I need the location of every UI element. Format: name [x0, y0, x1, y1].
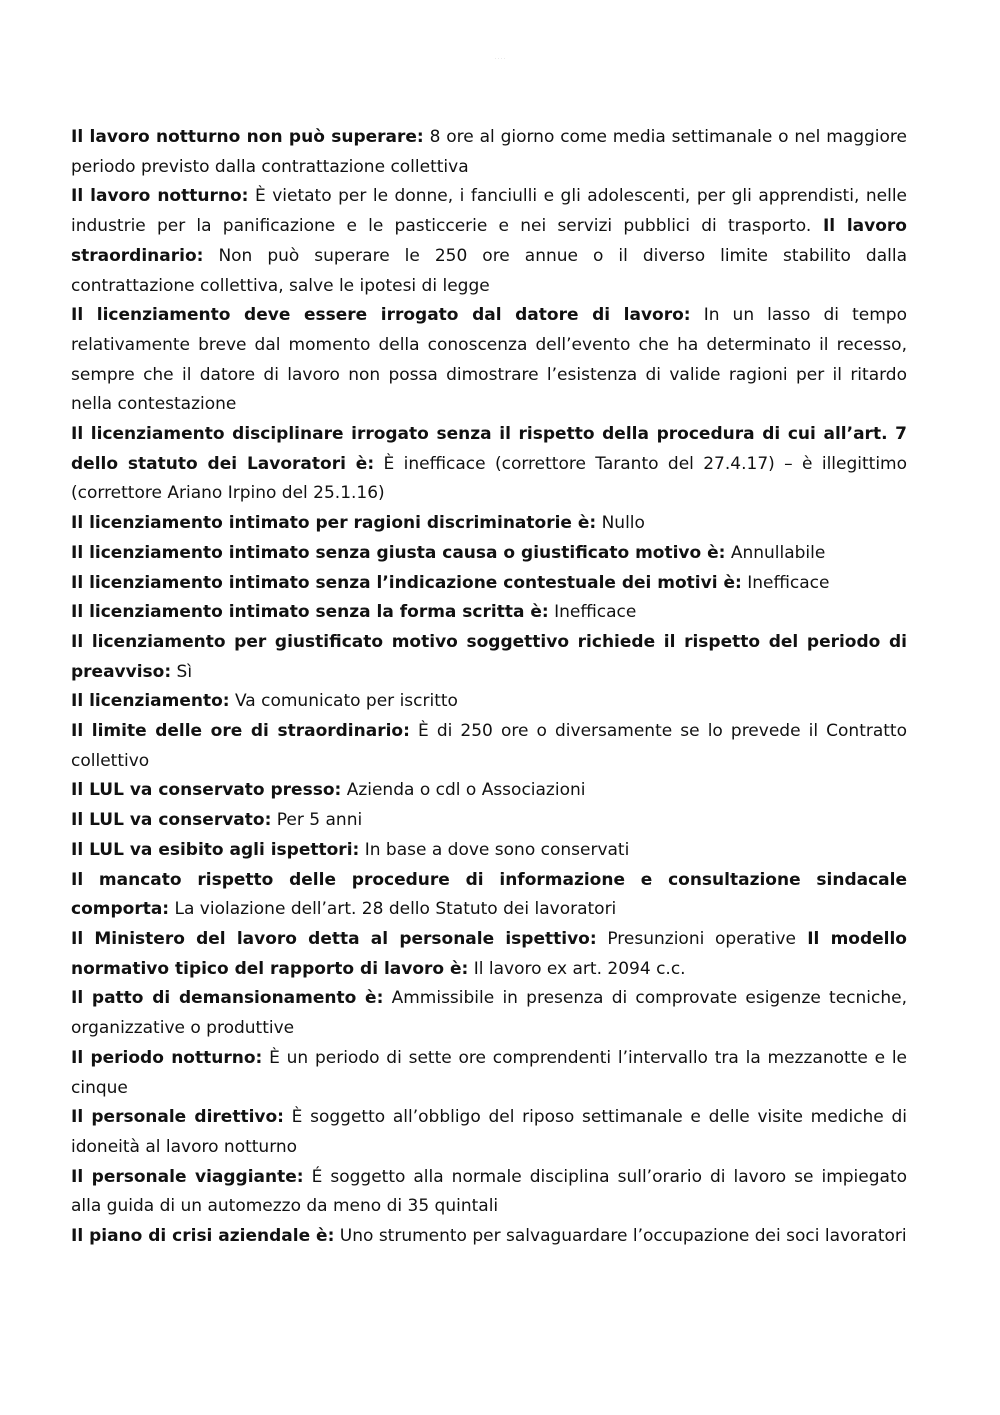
entry-question: Il LUL va conservato presso: — [71, 780, 342, 801]
entry-4 — [71, 420, 907, 509]
entry-19 — [71, 1103, 907, 1162]
entry-20 — [71, 1163, 907, 1222]
entry-question: Il licenziamento disciplinare irrogato senza il rispetto della procedura di cui all’art. 7 dello statuto dei Lavoratori è: — [71, 424, 907, 474]
entry-answer: È soggetto all’obbligo del riposo settimanale e delle visite mediche di idoneità al lavoro notturno — [71, 1107, 907, 1157]
entry-3 — [71, 301, 907, 420]
entry-question: Il personale viaggiante: — [71, 1166, 304, 1187]
entry-9 — [71, 628, 907, 687]
entry-question: Il lavoro notturno non può superare: — [71, 127, 424, 147]
entry-answer: Va comunicato per iscritto — [229, 691, 458, 712]
entry-7 — [71, 569, 907, 599]
entry-answer: È vietato per le donne, i fanciulli e gli adolescenti, per gli apprendisti, nelle industrie per la panificazione e le pasticcerie e nei servizi pubblici di trasporto. — [71, 186, 907, 237]
entry-question: Il licenziamento intimato per ragioni discriminatorie è: — [71, 513, 597, 534]
entry-question: Il limite delle ore di straordinario: — [71, 721, 410, 742]
entry-question: Il licenziamento intimato senza la forma scritta è: — [71, 602, 549, 623]
entry-question: Il LUL va esibito agli ispettori: — [71, 839, 360, 860]
entry-6 — [71, 539, 907, 569]
document-body — [71, 123, 907, 1252]
entry-15 — [71, 866, 907, 925]
entry-answer: È di 250 ore o diversamente se lo prevede il Contratto collettivo — [71, 721, 908, 771]
entry-answer: In un lasso di tempo relativamente breve dal momento della conoscenza dell’evento che ha determinato il recesso, sempre che il datore di lavoro non possa dimostrare l’esistenza di valide ragioni per il ritardo nella contestazione — [71, 305, 907, 415]
entry-question: Il lavoro notturno: — [71, 186, 249, 207]
entry-question-2: Il lavoro straordinario: — [71, 216, 907, 266]
entry-answer: 8 ore al giorno come media settimanale o nel maggiore periodo previsto dalla contrattazione collettiva — [71, 127, 907, 177]
entry-question-2: Il modello normativo tipico del rapporto di lavoro è: — [71, 928, 907, 979]
entry-answer: Inefficace — [741, 572, 830, 593]
entry-answer: É soggetto alla normale disciplina sull’orario di lavoro se impiegato alla guida di un automezzo da meno di 35 quintali — [71, 1166, 908, 1217]
entry-answer: Sì — [171, 661, 193, 682]
entry-question: Il Ministero del lavoro detta al personale ispettivo: — [71, 928, 597, 949]
entry-2 — [71, 182, 907, 301]
entry-answer: Azienda o cdl o Associazioni — [341, 780, 586, 801]
page-header-mark: · · · · — [494, 56, 506, 62]
entry-question: Il licenziamento: — [71, 691, 230, 712]
entry-question: Il patto di demansionamento è: — [71, 988, 384, 1009]
entry-17 — [71, 984, 907, 1043]
entry-answer: Per 5 anni — [271, 810, 363, 831]
entry-answer: È inefficace (correttore Taranto del 27.4.17) – è illegittimo (correttore Ariano Irpino del 25.1.16) — [71, 453, 908, 504]
entry-12 — [71, 776, 907, 806]
entry-answer: Inefficace — [548, 602, 637, 623]
entry-18 — [71, 1044, 907, 1103]
entry-answer: Annullabile — [725, 542, 826, 563]
entry-question: Il mancato rispetto delle procedure di informazione e consultazione sindacale comporta: — [71, 869, 907, 920]
entry-answer: È un periodo di sette ore comprendenti l’intervallo tra la mezzanotte e le cinque — [71, 1047, 907, 1098]
entry-1 — [71, 123, 907, 182]
entry-answer-2: Non può superare le 250 ore annue o il diverso limite stabilito dalla contrattazione collettiva, salve le ipotesi di legge — [71, 245, 907, 296]
entry-5 — [71, 509, 907, 539]
entry-question: Il licenziamento intimato senza giusta causa o giustificato motivo è: — [71, 542, 726, 563]
entry-question: Il LUL va conservato: — [71, 810, 272, 831]
entry-question: Il piano di crisi aziendale è: — [71, 1226, 335, 1247]
entry-16 — [71, 925, 907, 984]
entry-answer-2: Il lavoro ex art. 2094 c.c. — [468, 958, 686, 979]
entry-13 — [71, 806, 907, 836]
entry-10 — [71, 687, 907, 717]
entry-answer: La violazione dell’art. 28 dello Statuto dei lavoratori — [169, 899, 617, 920]
entry-question: Il periodo notturno: — [71, 1047, 263, 1068]
entry-8 — [71, 598, 907, 628]
entry-answer: In base a dove sono conservati — [359, 839, 630, 860]
entry-question: Il personale direttivo: — [71, 1107, 284, 1128]
entry-21 — [71, 1222, 907, 1252]
entry-answer: Uno strumento per salvaguardare l’occupazione dei soci lavoratori — [334, 1226, 907, 1247]
entry-11 — [71, 717, 907, 776]
entry-question: Il licenziamento intimato senza l’indicazione contestuale dei motivi è: — [71, 572, 742, 593]
entry-14 — [71, 836, 907, 866]
entry-question: Il licenziamento per giustificato motivo soggettivo richiede il rispetto del periodo di preavviso: — [71, 631, 907, 682]
entry-answer: Nullo — [596, 513, 645, 534]
entry-question: Il licenziamento deve essere irrogato dal datore di lavoro: — [71, 305, 691, 326]
entry-answer: Presunzioni operative — [596, 928, 796, 949]
entry-answer: Ammissibile in presenza di comprovate esigenze tecniche, organizzative o produttive — [71, 988, 908, 1039]
